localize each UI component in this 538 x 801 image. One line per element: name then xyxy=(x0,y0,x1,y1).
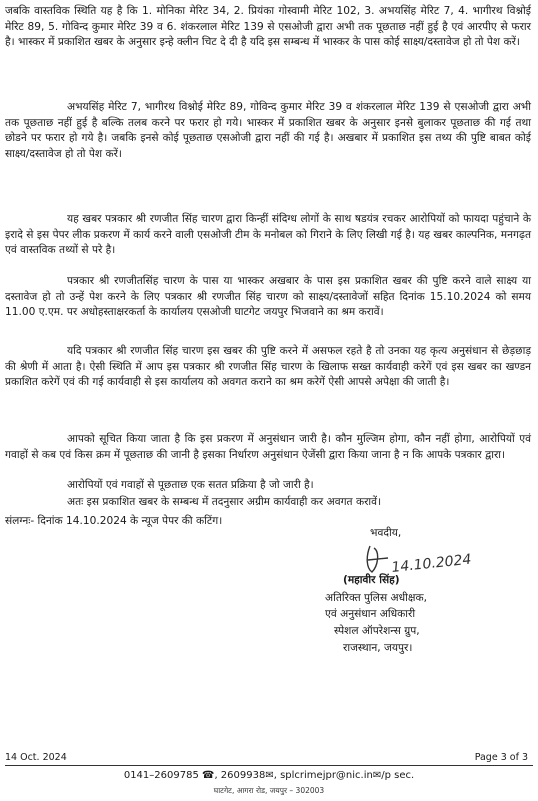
footer-date: 14 Oct. 2024 xyxy=(5,752,67,763)
page-number: Page 3 of 3 xyxy=(474,752,528,763)
designation-line-2: एवं अनुसंधान अधिकारी xyxy=(325,608,416,620)
footer-address: घाटगेट, आगरा रोड, जयपुर – 302003 xyxy=(213,786,325,795)
designation-line-3: स्पेशल ऑपरेशन्स ग्रुप, xyxy=(334,625,420,637)
paragraph-3: यह खबर पत्रकार श्री रणजीत सिंह चारण द्वारा किन्हीं संदिग्ध लोगों के साथ षडयंत्र रचकर आरोपियों को फायदा पहुंचाने के इरादे से इस पेपर लीक प्रकरण में कार्य करने वाली एसओजी टीम के मनोबल को गिराने के लिए लिखी गई है। यह खबर काल्पनिक, मनगढ़त एवं वास्तविक तथ्यों से परे है। xyxy=(5,213,531,257)
paragraph-5: यदि पत्रकार श्री रणजीत सिंह चारण इस खबर की पुष्टि करने में असफल रहते है तो उनका यह कृत्य अनुसंधान से छेड़छाड़ की श्रेणी में आता है। ऐसी स्थिति में आप इस पत्रकार श्री रणजीत सिंह चारण के खिलाफ सख्त कार्यवाही करेगें एवं इस खबर का खण्डन प्रकाशित करेगें एवं की गई कार्यवाही से इस कार्यालय को अवगत कराने का श्रम करेगें ऐसी आपसे अपेक्षा की जाती है। xyxy=(5,345,531,389)
enclosure-note: संलग्नः- दिनांक 14.10.2024 के न्यूज पेपर की कटिंग। xyxy=(5,515,223,527)
designation-line-4: राजस्थान, जयपुर। xyxy=(343,642,413,654)
paragraph-4: पत्रकार श्री रणजीतसिंह चारण के पास या भास्कर अखबार के पास इस प्रकाशित खबर की पुष्टि करने वाले साक्ष्य या दस्तावेज हो तो उन्हें पेश करने के लिए पत्रकार श्री रणजीत सिंह चारण को साक्ष्य/दस्तावेजों सहित दिनांक 15.10.2024 को समय 11.00 ए.एम. पर अधोहस्ताक्षरकर्ता के कार्यालय एसओजी घाटगेट जयपुर भिजवाने का श्रम करावें। xyxy=(5,275,531,319)
paragraph-6: आपको सूचित किया जाता है कि इस प्रकरण में अनुसंधान जारी है। कौन मुल्जिम होगा, कौन नहीं होगा, आरोपियों एवं गवाहों से कब एवं किस क्रम में पूछताछ की जानी है इसका निर्धारण अनुसंधान ऐजेंसी द्वारा किया जाना है न कि आपके पत्रकार द्वारा। xyxy=(5,433,531,461)
designation-line-1: अतिरिक्त पुलिस अधीक्षक, xyxy=(325,592,427,604)
paragraph-8: अतः इस प्रकाशित खबर के सम्बन्ध में तदनुसार अग्रीम कार्यवाही कर अवगत करावें। xyxy=(67,496,382,508)
paragraph-1: जबकि वास्तविक स्थिति यह है कि 1. मोनिका मेरिट 34, 2. प्रियंका गोस्वामी मेरिट 102, 3. अभयसिंह मेरिट 7, 4. भागीरथ विश्नोई मेरिट 89, 5. गोविन्द कुमार मेरिट 39 व 6. शंकरलाल मेरिट 139 से एसओजी द्वारा अभी तक पूछताछ नहीं हुई है एवं आरपीए से फरार है। भास्कर में प्रकाशित खबर के अनुसार इन्हे क्लीन चिट दे दी है यदि इस सम्बन्ध में भास्कर के पास कोई साक्ष्य/दस्तावेज हो तो पेश करें। xyxy=(5,5,531,49)
signatory-name: (महावीर सिंह) xyxy=(343,574,400,586)
handwritten-date: 14.10.2024 xyxy=(390,551,473,576)
paragraph-2: अभयसिंह मेरिट 7, भागीरथ विश्नोई मेरिट 89, गोविन्द कुमार मेरिट 39 व शंकरलाल मेरिट 139 से एसओजी द्वारा अभी तक पूछताछ नहीं हुई है बल्कि तलब करने पर फरार हो गये। भास्कर में प्रकाशित खबर के अनुसार इनसे बुलाकर पूछताछ की गई तथा छोडने पर फरार हो गये है। जबकि इनसे कोई पूछताछ एसओजी द्वारा नहीं की गई है। अखबार में प्रकाशित इस तथ्य की पुष्टि बाबत कोई साक्ष्य/दस्तावेज हो तो पेश करें। xyxy=(5,101,531,160)
closing-text: भवदीय, xyxy=(370,527,402,539)
paragraph-7: आरोपियों एवं गवाहों से पूछताछ एक सतत प्रक्रिया है जो जारी है। xyxy=(67,479,314,491)
footer-divider xyxy=(5,765,533,766)
footer-contact: 0141–2609785 ☎, 2609938✉, splcrimejpr@nic.in✉/p sec. xyxy=(123,770,415,781)
